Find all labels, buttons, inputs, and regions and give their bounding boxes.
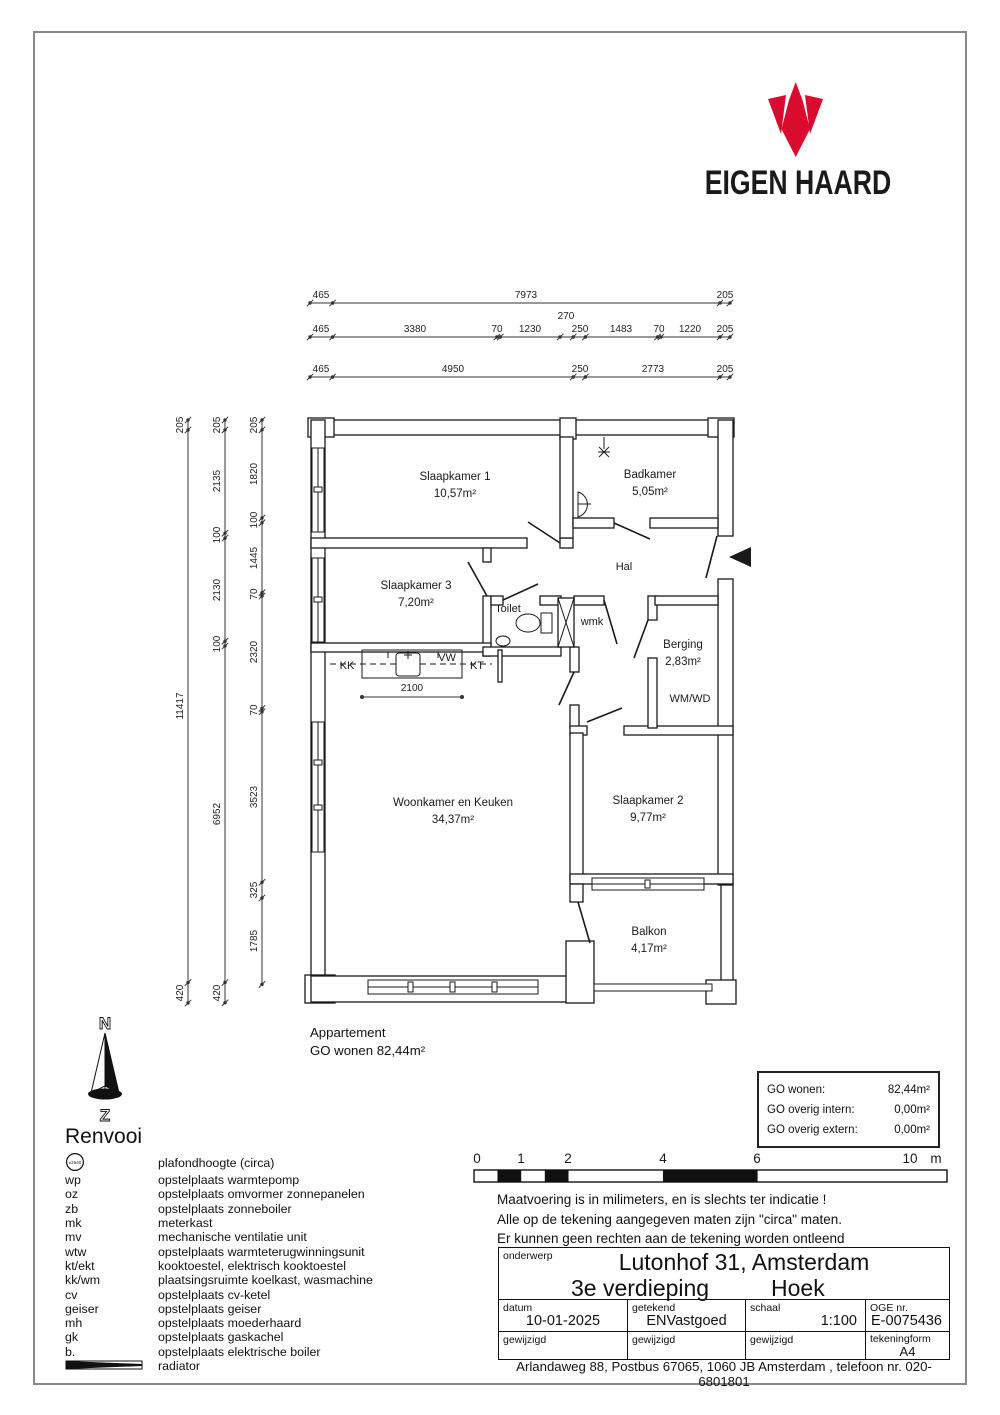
table-row — [767, 1080, 930, 1100]
legend-item — [65, 1216, 445, 1230]
legend-desc: opstelplaats omvormer zonnepanelen — [158, 1187, 365, 1202]
dim-label: 420 — [212, 984, 223, 1002]
legend-item — [65, 1302, 445, 1316]
tekeningform-value: A4 — [899, 1344, 916, 1359]
dim-label: 205 — [716, 364, 734, 375]
legend-key: kk/wm — [65, 1273, 101, 1288]
legend-key: wp — [65, 1173, 81, 1188]
dim-label: 250 — [571, 364, 589, 375]
room-area: 4,17m² — [631, 943, 667, 955]
apartment-go-area: GO wonen 82,44m² — [310, 1043, 426, 1058]
hal-label: Hal — [615, 561, 633, 573]
dim-label: 205 — [175, 416, 186, 434]
dim-label: 1220 — [678, 324, 702, 335]
dim-label: 2130 — [212, 578, 223, 602]
schaal-cell: schaal 1:100 — [746, 1300, 866, 1331]
gewijzigd-cell: gewijzigd — [628, 1332, 746, 1359]
legend-key: mh — [65, 1316, 83, 1331]
dim-label: 1230 — [518, 324, 542, 335]
go-label: GO overig extern: — [767, 1124, 858, 1136]
legend-desc: opstelplaats moederhaard — [158, 1316, 302, 1331]
logo-wordmark: EIGEN HAARD — [704, 163, 892, 202]
dim-label: 70 — [249, 588, 260, 600]
legend-desc: opstelplaats gaskachel — [158, 1330, 284, 1345]
top-dimension-row-3 — [307, 364, 734, 380]
legend-desc: opstelplaats warmtepomp — [158, 1173, 300, 1188]
legend-desc: opstelplaats geiser — [158, 1301, 262, 1316]
dim-label: 465 — [312, 364, 330, 375]
legend-key: mv — [65, 1230, 82, 1245]
legend-item — [65, 1230, 445, 1244]
variant-title: Hoek — [771, 1275, 825, 1301]
legend-key: oz — [65, 1187, 79, 1202]
scale-tick: 0 — [473, 1151, 481, 1166]
legend-key: geiser — [65, 1301, 99, 1316]
room-label: Balkon — [631, 926, 667, 938]
datum-cell: datum 10-01-2025 — [499, 1300, 628, 1331]
dim-label: 100 — [212, 526, 223, 544]
go-value: 82,44m² — [887, 1084, 930, 1096]
dim-label: 205 — [212, 416, 223, 434]
left-dimension-col-3 — [249, 416, 265, 987]
legend-desc: opstelplaats warmteterugwinningsunit — [158, 1244, 365, 1259]
legend-key: mk — [65, 1216, 82, 1231]
legend-desc: kooktoestel, elektrisch kooktoestel — [158, 1258, 347, 1273]
dim-label: 2135 — [212, 469, 223, 493]
gewijzigd-cell: gewijzigd — [746, 1332, 866, 1359]
dim-label: 270 — [557, 311, 575, 322]
dim-label: 325 — [249, 881, 260, 899]
go-value: 0,00m² — [894, 1124, 930, 1136]
note-line: Alle op de tekening aangegeven maten zijn "circa" maten. — [497, 1211, 843, 1227]
apartment-summary — [310, 1024, 425, 1060]
dim-label: 465 — [312, 324, 330, 335]
apartment-title: Appartement — [310, 1025, 386, 1040]
legend-item — [65, 1345, 445, 1359]
title-block — [498, 1247, 950, 1360]
dim-label: 1785 — [249, 929, 260, 953]
dim-label: 205 — [716, 324, 734, 335]
legend-desc: mechanische ventilatie unit — [158, 1230, 307, 1245]
legend-key: b. — [65, 1344, 76, 1359]
legend-desc: opstelplaats zonneboiler — [158, 1201, 292, 1216]
scale-tick: 1 — [517, 1151, 525, 1166]
dim-label: 70 — [491, 324, 503, 335]
shower-icon — [598, 437, 610, 457]
vw-label: VW — [438, 652, 456, 664]
title-block-revisions — [499, 1332, 949, 1359]
svg-text:±2540: ±2540 — [68, 1159, 82, 1165]
top-dimension-row-1 — [307, 290, 734, 306]
legend-desc: opstelplaats cv-ketel — [158, 1287, 271, 1302]
entrance-arrow-icon — [729, 547, 751, 567]
ceiling-height-icon — [65, 1152, 158, 1175]
go-label: GO overig intern: — [767, 1104, 855, 1116]
left-dimension-col-1 — [175, 416, 191, 1006]
scale-tick: 6 — [753, 1151, 761, 1166]
company-address: Arlandaweg 88, Postbus 67065, 1060 JB Amsterdam , telefoon nr. 020-6801801 — [516, 1359, 932, 1389]
schaal-value: 1:100 — [820, 1313, 857, 1329]
go-value: 0,00m² — [894, 1104, 930, 1116]
gewijzigd-cell: gewijzigd — [499, 1332, 628, 1359]
legend-item — [65, 1330, 445, 1344]
kitchen-dimension — [360, 683, 464, 699]
room-area: 10,57m² — [433, 488, 477, 500]
legend-desc: opstelplaats elektrische boiler — [158, 1344, 321, 1359]
kt-label: KT — [469, 660, 485, 672]
plan-windows — [312, 448, 704, 994]
left-dimension-col-2 — [212, 416, 228, 1006]
room-label: Slaapkamer 2 — [612, 795, 684, 807]
legend-item — [65, 1153, 445, 1173]
oge-cell: OGE nr. E-0075436 — [870, 1302, 942, 1329]
room-area: 5,05m² — [632, 486, 668, 498]
go-label: GO wonen: — [767, 1084, 826, 1096]
dim-label: 3380 — [403, 324, 427, 335]
title-block-subject — [499, 1248, 949, 1300]
room-area: 9,77m² — [630, 812, 666, 824]
dim-label: 205 — [249, 416, 260, 434]
dim-label: 1483 — [609, 324, 633, 335]
getekend-cell: getekend ENVastgoed — [628, 1300, 746, 1331]
dim-label: 3523 — [249, 785, 260, 809]
legend-key: wtw — [65, 1244, 87, 1259]
room-area: 7,20m² — [398, 597, 434, 609]
compass-south-label: Z — [99, 1106, 111, 1125]
title-block-meta — [499, 1300, 949, 1332]
drawing-notes — [497, 1190, 947, 1249]
wmwd-label: WM/WD — [669, 693, 711, 705]
plan-walls — [305, 418, 736, 1004]
room-area: 34,37m² — [431, 814, 475, 826]
legend-item — [65, 1173, 445, 1187]
compass-north-label: N — [98, 1014, 112, 1033]
legend-item — [65, 1259, 445, 1273]
kk-label: KK — [339, 660, 355, 672]
dim-label: 2773 — [641, 364, 665, 375]
dim-label: 420 — [175, 984, 186, 1002]
oge-value: E-0075436 — [871, 1313, 942, 1329]
dim-label: 205 — [716, 290, 734, 301]
onderwerp-label: onderwerp — [503, 1250, 553, 1262]
dim-label: 1445 — [249, 546, 260, 570]
project-title: Lutonhof 31, Amsterdam — [618, 1249, 870, 1275]
scale-tick: 4 — [659, 1151, 667, 1166]
legend-item — [65, 1287, 445, 1301]
legend-desc: plafondhoogte (circa) — [158, 1156, 275, 1170]
room-label: Woonkamer en Keuken — [393, 797, 513, 809]
washbasin-icon — [578, 492, 591, 517]
room-label: Slaapkamer 1 — [419, 471, 491, 483]
legend-key: kt/ekt — [65, 1258, 95, 1273]
note-line: Er kunnen geen rechten aan de tekening worden ontleend — [497, 1231, 845, 1246]
legend-desc: radiator — [158, 1359, 201, 1373]
tekeningform-cell: tekeningform A4 — [866, 1332, 949, 1359]
dim-label: 70 — [249, 704, 260, 716]
table-row — [767, 1100, 930, 1120]
scale-tick: 10 — [902, 1151, 918, 1166]
dim-label: 100 — [249, 511, 260, 529]
dim-label: 250 — [571, 324, 589, 335]
legend-desc: meterkast — [158, 1216, 213, 1231]
dim-label: 11417 — [175, 692, 186, 720]
legend-title: Renvooi — [65, 1125, 143, 1148]
dim-label: 1820 — [249, 462, 260, 486]
radiator-icon — [65, 1359, 158, 1373]
compass — [88, 1014, 122, 1125]
dim-label: 2320 — [249, 640, 260, 664]
scale-unit: m — [930, 1151, 942, 1166]
dim-label: 4950 — [441, 364, 465, 375]
legend-item — [65, 1244, 445, 1258]
dim-label: 7973 — [514, 290, 538, 301]
legend-item — [65, 1273, 445, 1287]
legend-key: gk — [65, 1330, 79, 1345]
table-row — [767, 1120, 930, 1140]
room-label: Badkamer — [623, 469, 677, 481]
dim-label: 70 — [653, 324, 665, 335]
getekend-value: ENVastgoed — [646, 1313, 727, 1329]
room-label: Berging — [663, 639, 703, 651]
legend-key: cv — [65, 1287, 78, 1302]
room-label: Slaapkamer 3 — [380, 580, 452, 592]
scale-bar — [473, 1151, 947, 1182]
legend-key: zb — [65, 1201, 79, 1216]
legend-item — [65, 1187, 445, 1201]
legend — [65, 1125, 445, 1373]
dim-label: 2100 — [400, 683, 424, 694]
top-dimension-row-2 — [307, 311, 734, 340]
toilet-fixture — [496, 613, 552, 646]
go-area-table — [757, 1071, 940, 1148]
dim-label: 6952 — [212, 802, 223, 826]
dim-label: 100 — [212, 635, 223, 653]
datum-value: 10-01-2025 — [525, 1313, 601, 1329]
legend-item — [65, 1202, 445, 1216]
legend-item — [65, 1359, 445, 1373]
wmk-label: wmk — [580, 616, 604, 628]
legend-item — [65, 1316, 445, 1330]
note-line: Maatvoering is in milimeters, en is slechts ter indicatie ! — [497, 1192, 827, 1207]
toilet-label: Toilet — [495, 603, 521, 615]
room-area: 2,83m² — [665, 656, 701, 668]
legend-desc: plaatsingsruimte koelkast, wasmachine — [158, 1273, 373, 1288]
floor-title: 3e verdieping — [571, 1275, 710, 1301]
dim-label: 465 — [312, 290, 330, 301]
scale-tick: 2 — [564, 1151, 572, 1166]
